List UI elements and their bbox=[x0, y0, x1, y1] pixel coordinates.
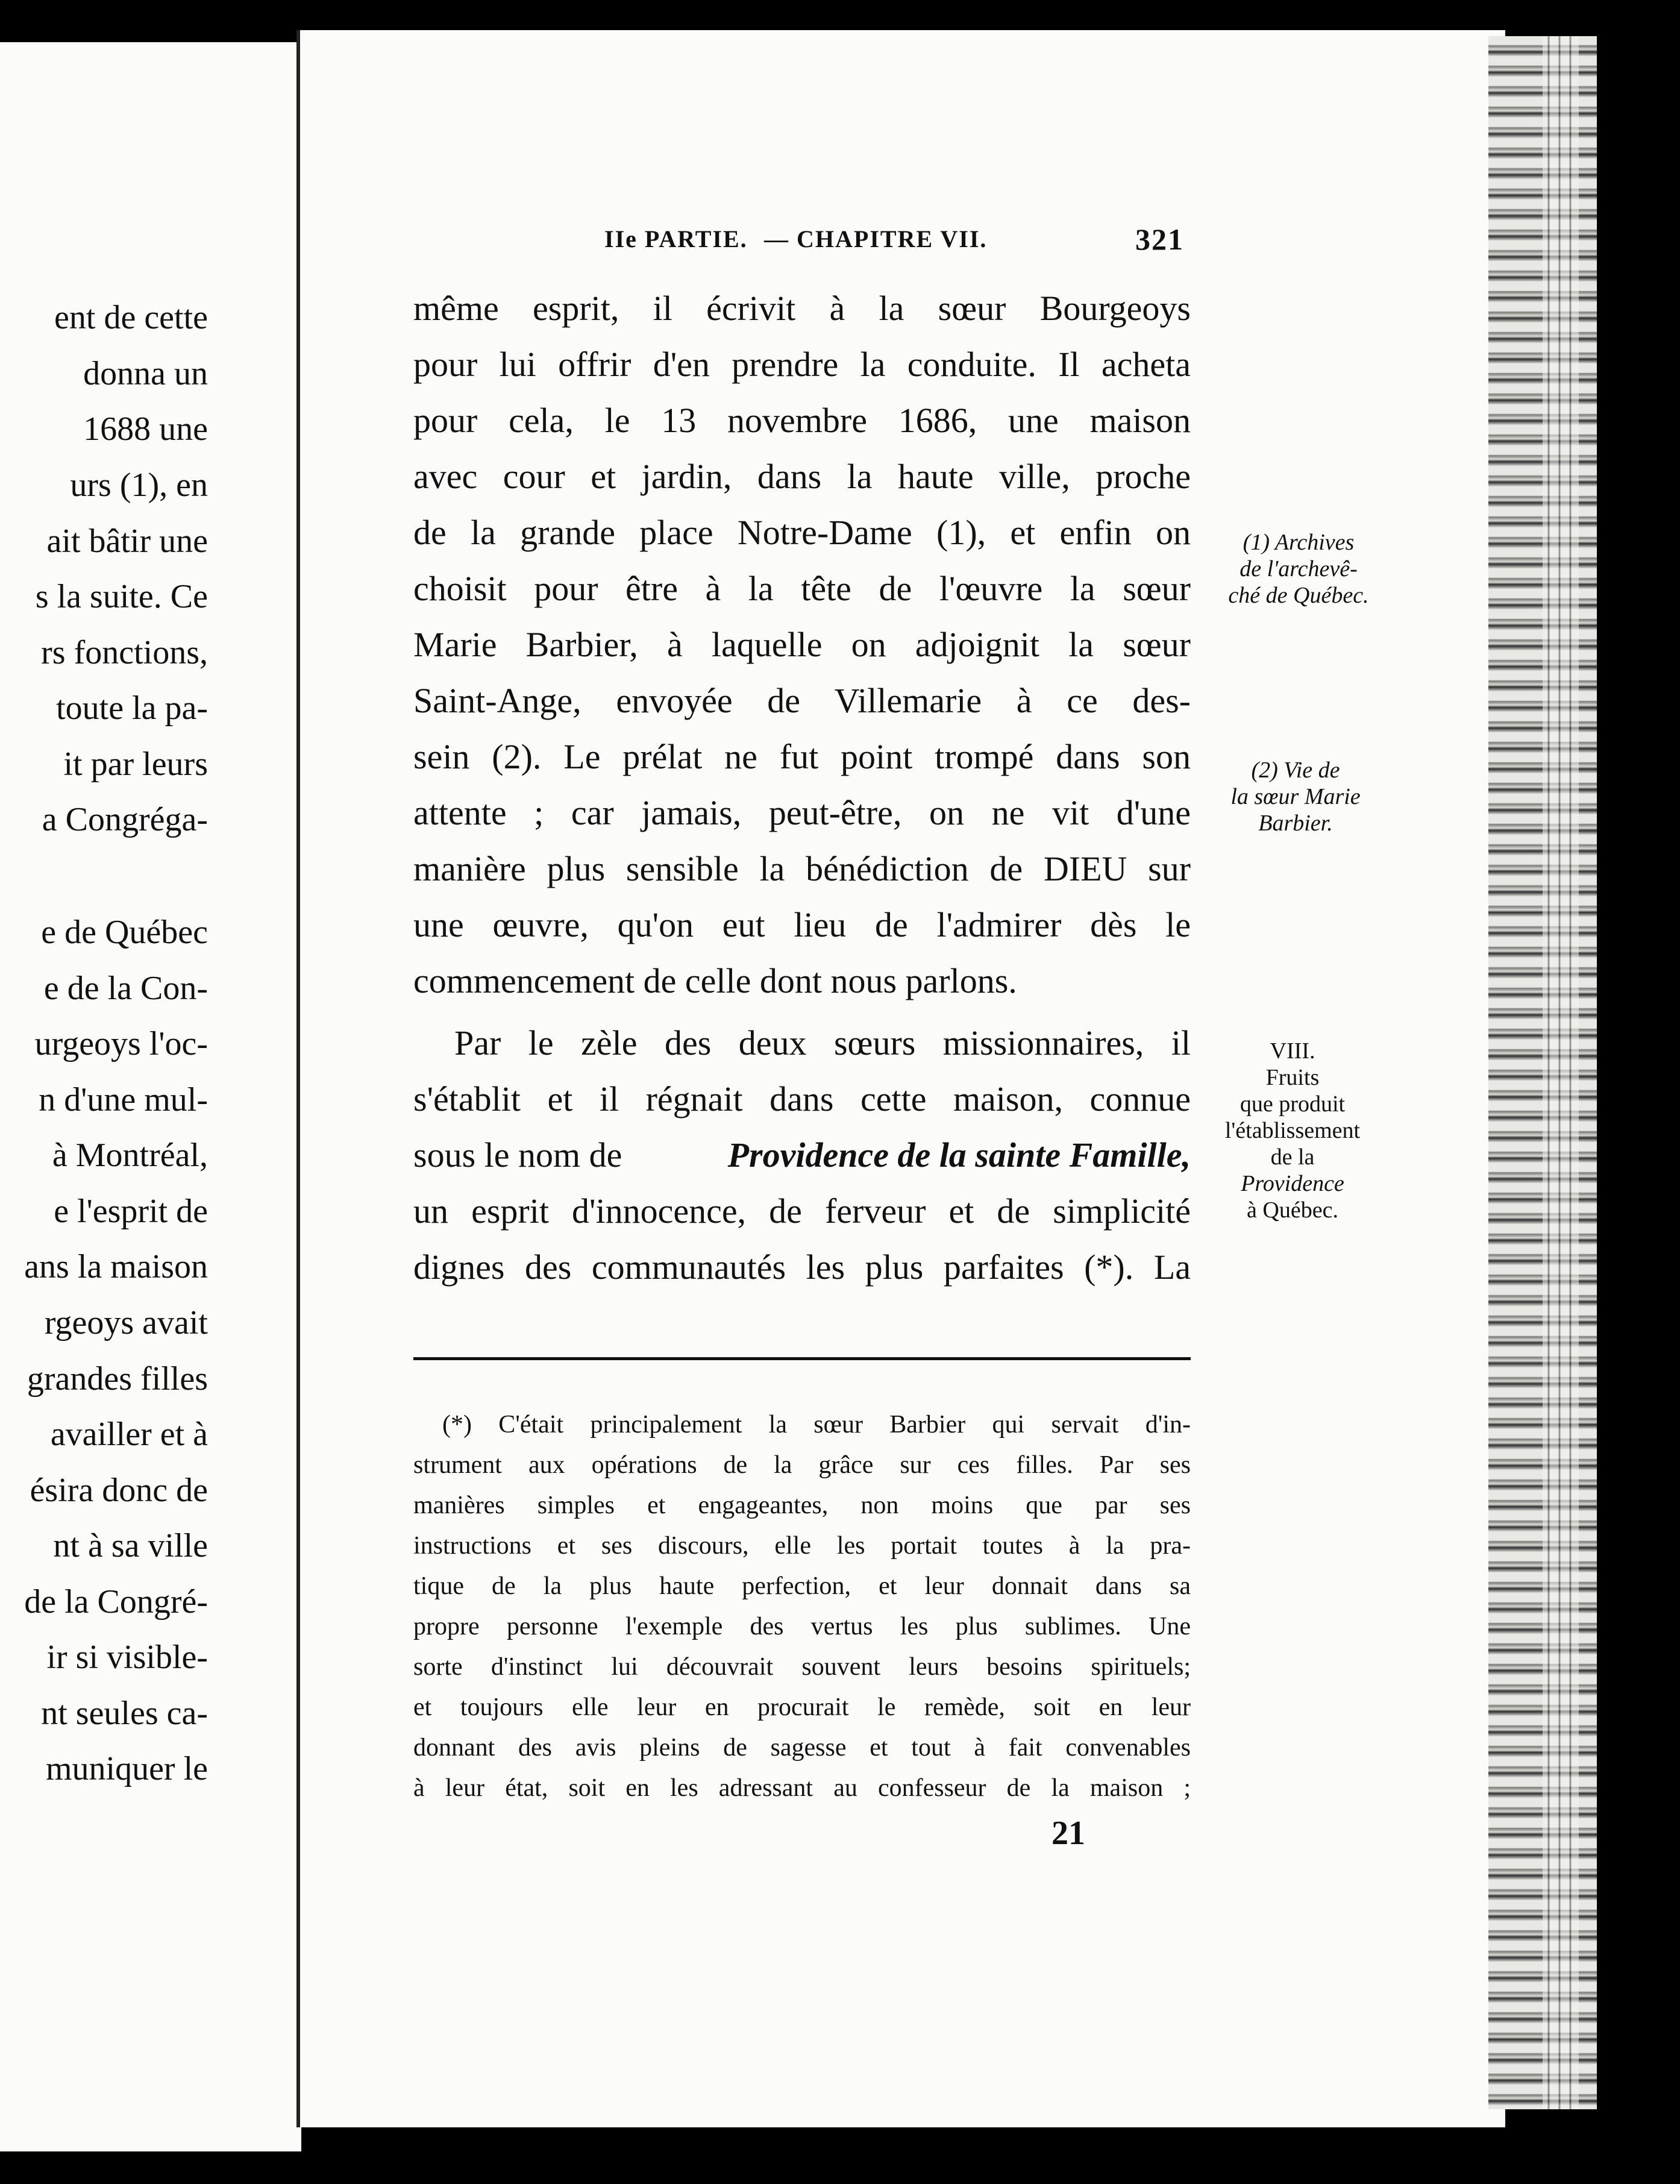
left-line: de la Congré- bbox=[24, 1583, 208, 1621]
body-line: avec cour et jardin, dans la haute ville, proche bbox=[413, 457, 1191, 496]
body-line: manière plus sensible la bénédiction de DIEU sur bbox=[413, 849, 1191, 888]
footnote-line: (*) C'était principalement la sœur Barbier qui servait d'in- bbox=[442, 1411, 1191, 1439]
left-line: ent de cette bbox=[54, 299, 208, 336]
left-line: 1688 une bbox=[83, 410, 208, 448]
left-line: ir si visible- bbox=[46, 1639, 208, 1676]
left-line: nt seules ca- bbox=[41, 1695, 208, 1732]
body-line: même esprit, il écrivit à la sœur Bourgeoys bbox=[413, 289, 1191, 328]
body-line: Par le zèle des deux sœurs missionnaires, il bbox=[454, 1023, 1191, 1062]
margin-note-1 bbox=[1217, 529, 1380, 609]
section-title-line: de la bbox=[1270, 1144, 1315, 1170]
footnote-line: manières simples et engageantes, non moins que par ses bbox=[413, 1492, 1191, 1519]
footnote-rule bbox=[413, 1357, 1191, 1360]
body-line: Marie Barbier, à laquelle on adjoignit la sœur bbox=[413, 625, 1191, 664]
left-line: availler et à bbox=[50, 1416, 208, 1453]
margin-note-line: de l'archevê- bbox=[1240, 556, 1358, 582]
body-line: pour cela, le 13 novembre 1686, une maison bbox=[413, 401, 1191, 440]
footnote-line: et toujours elle leur en procurait le remède, soit en leur bbox=[413, 1693, 1191, 1721]
running-head-part: IIe PARTIE. bbox=[604, 225, 748, 253]
left-line: grandes filles bbox=[27, 1360, 208, 1398]
left-page-text bbox=[0, 42, 208, 2151]
left-line: a Congréga- bbox=[42, 801, 208, 838]
footnote-line: tique de la plus haute perfection, et leur donnait dans sa bbox=[413, 1572, 1191, 1600]
page-edges-shadow bbox=[1543, 36, 1579, 2109]
left-line: ésira donc de bbox=[30, 1472, 208, 1509]
left-line: it par leurs bbox=[63, 745, 208, 783]
body-line: un esprit d'innocence, de ferveur et de simplicité bbox=[413, 1191, 1191, 1231]
left-page bbox=[0, 42, 301, 2151]
left-line: n d'une mul- bbox=[39, 1081, 208, 1119]
body-line: attente ; car jamais, peut-être, on ne vit d'une bbox=[413, 793, 1191, 832]
footnote-line: strument aux opérations de la grâce sur ces filles. Par ses bbox=[413, 1451, 1191, 1479]
body-line: pour lui offrir d'en prendre la conduite. Il acheta bbox=[413, 345, 1191, 384]
margin-note-line: (1) Archives bbox=[1243, 530, 1355, 555]
margin-note-2 bbox=[1211, 757, 1380, 836]
left-line: urgeoys l'oc- bbox=[34, 1025, 208, 1062]
footnote-line: à leur état, soit en les adressant au confesseur de la maison ; bbox=[413, 1774, 1191, 1802]
margin-note-line: ché de Québec. bbox=[1228, 583, 1369, 608]
section-title-line: Providence bbox=[1241, 1171, 1344, 1196]
running-head-chapter: — CHAPITRE VII. bbox=[764, 225, 988, 253]
left-line: nt à sa ville bbox=[53, 1527, 208, 1564]
body-line-italic-title: Providence de la sainte Famille, bbox=[727, 1135, 1191, 1175]
left-line: à Montréal, bbox=[52, 1137, 208, 1174]
section-title-line: Fruits bbox=[1265, 1065, 1320, 1090]
left-line: e de Québec bbox=[41, 914, 208, 951]
margin-note-line: (2) Vie de bbox=[1251, 758, 1340, 783]
page-number: 321 bbox=[1135, 222, 1184, 256]
body-line: de la grande place Notre-Dame (1), et enfin on bbox=[413, 513, 1191, 552]
left-line: e l'esprit de bbox=[54, 1193, 208, 1230]
left-line: s la suite. Ce bbox=[35, 578, 208, 615]
body-line: Saint-Ange, envoyée de Villemarie à ce des- bbox=[413, 681, 1191, 720]
section-title-line: que produit bbox=[1240, 1091, 1346, 1117]
left-line: urs (1), en bbox=[70, 466, 208, 504]
section-title-line: l'établissement bbox=[1224, 1118, 1361, 1143]
section-title-line: à Québec. bbox=[1247, 1197, 1338, 1223]
margin-note-line: la sœur Marie bbox=[1230, 784, 1361, 809]
left-line: toute la pa- bbox=[56, 689, 208, 727]
footnote-line: donnant des avis pleins de sagesse et tout à fait convenables bbox=[413, 1734, 1191, 1762]
margin-note-line: Barbier. bbox=[1258, 811, 1333, 836]
left-line: donna un bbox=[83, 355, 208, 392]
footnote-line: instructions et ses discours, elle les portait toutes à la pra- bbox=[413, 1532, 1191, 1560]
left-line: ait bâtir une bbox=[46, 522, 208, 560]
body-line: choisit pour être à la tête de l'œuvre la sœur bbox=[413, 569, 1191, 608]
left-line: rs fonctions, bbox=[41, 634, 208, 671]
left-line: e de la Con- bbox=[43, 970, 208, 1007]
section-number: VIII. bbox=[1270, 1038, 1315, 1064]
body-line: sein (2). Le prélat ne fut point trompé dans son bbox=[413, 737, 1191, 776]
body-line: commencement de celle dont nous parlons. bbox=[413, 961, 1017, 1000]
body-line: une œuvre, qu'on eut lieu de l'admirer dès le bbox=[413, 905, 1191, 944]
left-line: muniquer le bbox=[45, 1750, 208, 1787]
left-line: rgeoys avait bbox=[44, 1304, 208, 1341]
left-line: ans la maison bbox=[24, 1248, 208, 1285]
body-line: sous le nom de bbox=[413, 1135, 622, 1175]
footnote-line: propre personne l'exemple des vertus les plus sublimes. Une bbox=[413, 1613, 1191, 1640]
body-line: dignes des communautés les plus parfaites (*). La bbox=[413, 1247, 1191, 1287]
signature-mark: 21 bbox=[1052, 1815, 1085, 1852]
section-marginal bbox=[1208, 1038, 1377, 1223]
footnote-line: sorte d'instinct lui découvrait souvent leurs besoins spirituels; bbox=[413, 1653, 1191, 1681]
body-line: s'établit et il régnait dans cette maison, connue bbox=[413, 1079, 1191, 1119]
